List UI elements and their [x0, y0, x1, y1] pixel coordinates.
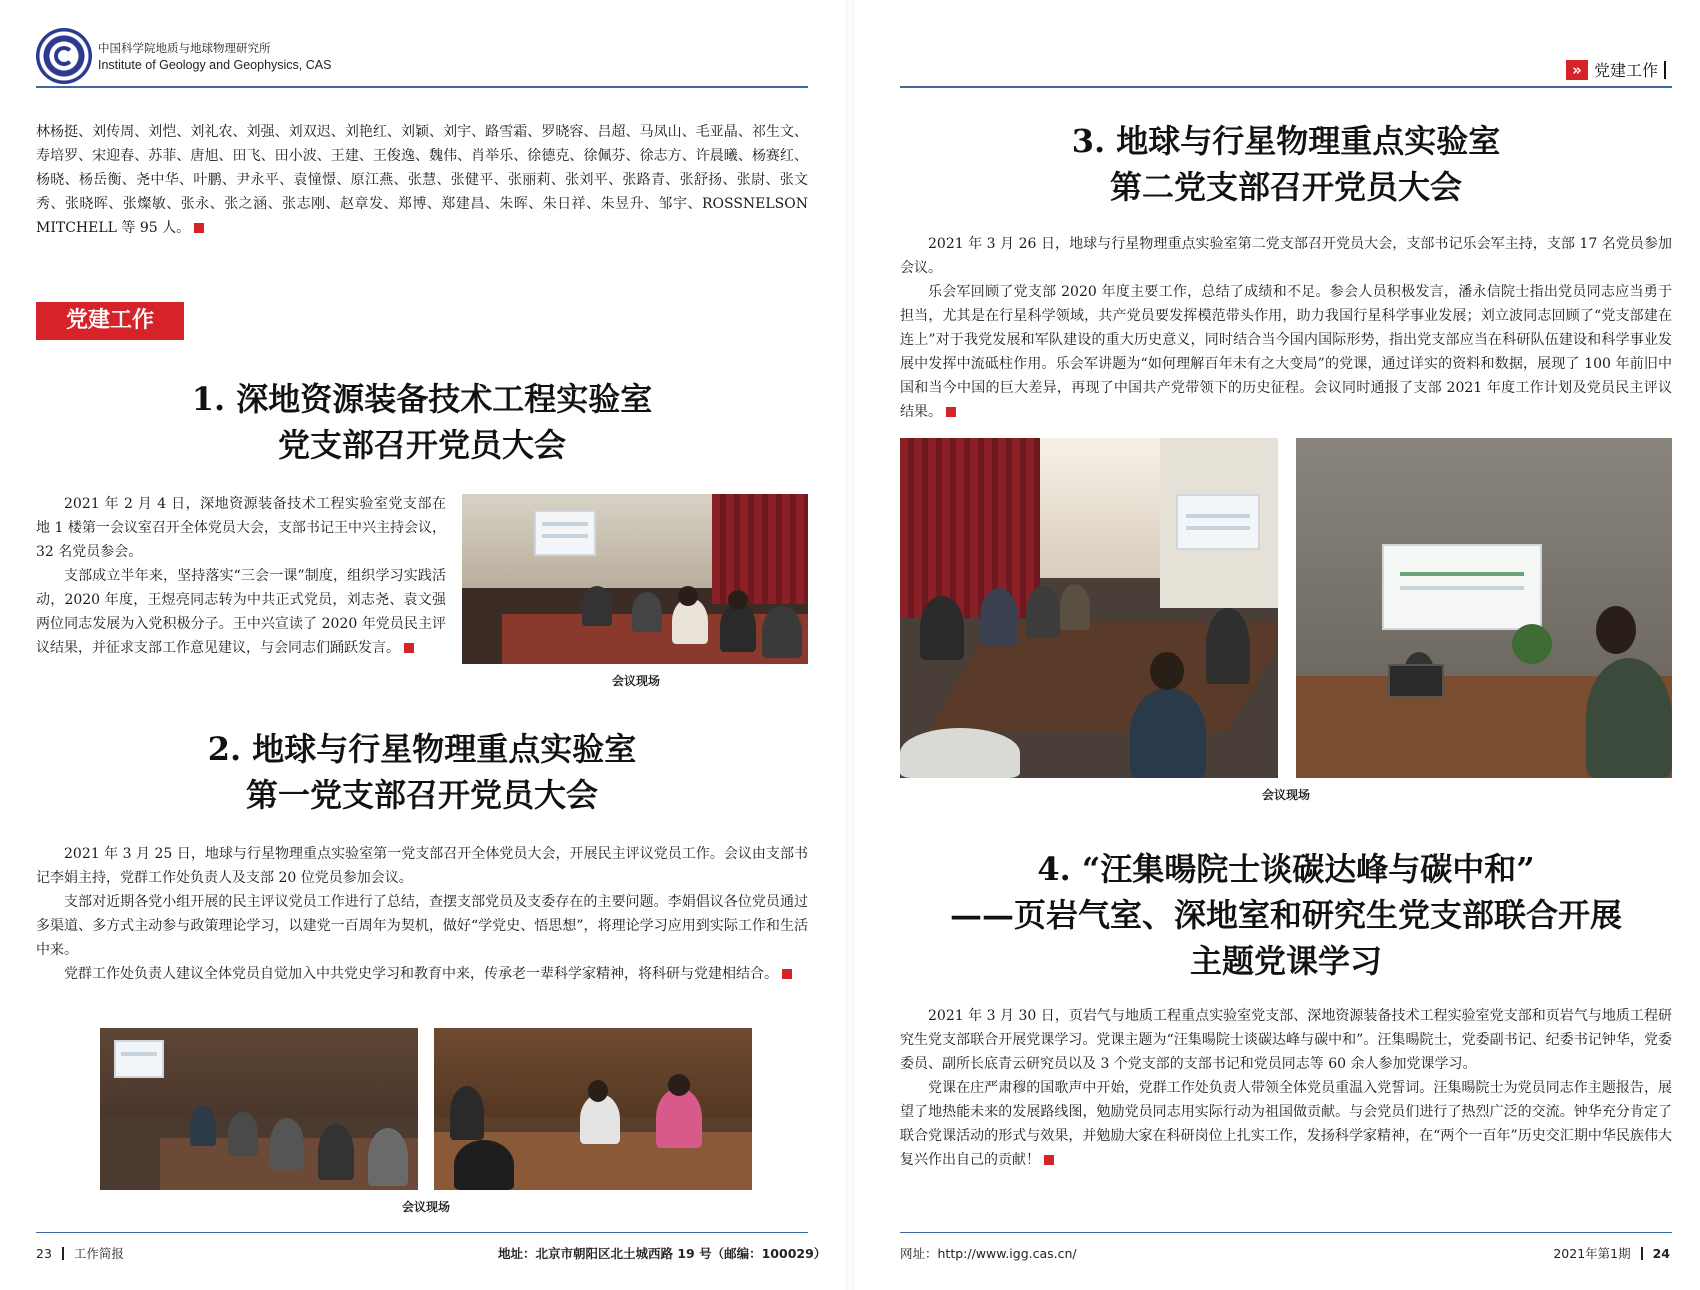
page-number: 23: [36, 1246, 52, 1261]
photo-meeting-1: [462, 494, 808, 664]
article1-body: 2021 年 2 月 4 日，深地资源装备技术工程实验室党支部在地 1 楼第一会议室召开全体党员大会，支部书记王中兴主持会议，32 名党员参会。 支部成立半年来，坚持落实“三会一课”制度，组织学习实践活动，2020 年度，王煜亮同志转为中共正式党员，刘志尧、袁文强两位同志发展为入党积极分子。王中兴宣读了 2020 年党员民主评议结果，并征求支部工作意见建议，与会同志们踊跃发言。: [36, 496, 446, 656]
section-tag: 党建工作: [36, 302, 184, 340]
end-mark: [946, 407, 956, 417]
footer-website: 网址：http://www.igg.cas.cn/: [900, 1246, 1077, 1261]
issue-label: 2021年第1期: [1553, 1246, 1631, 1261]
right-page: [850, 0, 1700, 1290]
end-mark: [782, 969, 792, 979]
page-number: 24: [1652, 1246, 1670, 1261]
footer-address: 地址：北京市朝阳区北土城西路 19 号（邮编：100029）: [498, 1246, 827, 1261]
publication-name: 工作简报: [73, 1246, 124, 1261]
article2-title: 2. 地球与行星物理重点实验室 第一党支部召开党员大会: [207, 730, 637, 814]
header-rule: [36, 86, 808, 88]
article3-body: 2021 年 3 月 26 日，地球与行星物理重点实验室第二党支部召开党员大会，支部书记乐会军主持，支部 17 名党员参加会议。 乐会军回顾了党支部 2020 年度主要工作，总结了成绩和不足。参会人员积极发言，潘永信院士指出党员同志应当勇于担当，尤其是在行星科学领域，共产党员要发挥模范带头作用，助力我国行星科学事业发展；刘立波同志回顾了“党支部建在连上”对于我党发展和军队建设的重大历史意义，同时结合当今国内国际形势，指出党支部应当在科研队伍建设和科学事业发展中发挥中流砥柱作用。乐会军讲题为“如何理解百年未有之大变局”的党课，通过详实的资料和数据，展现了 100 年前旧中国和当今中国的巨大差异，再现了中国共产党带领下的历史征程。会议同时通报了支部 2021 年度工作计划及党员民主评议结果。: [900, 236, 1672, 420]
article2-body: 2021 年 3 月 25 日，地球与行星物理重点实验室第一党支部召开全体党员大会，开展民主评议党员工作。会议由支部书记李娟主持，党群工作处负责人及支部 20 位党员参加会议。 支部对近期各党小组开展的民主评议党员工作进行了总结，查摆支部党员及支委存在的主要问题。李娟倡议各位党员通过多渠道、多方式主动参与政策理论学习，以建党一百周年为契机，做好“学党史、悟思想”，将理论学习应用到实际工作和生活中来。 党群工作处负责人建议全体党员自觉加入中共党史学习和教育中来，传承老一辈科学家精神，将科研与党建相结合。: [36, 846, 808, 982]
section-header-label: 党建工作: [1593, 61, 1658, 80]
photo-meeting-3b: [1296, 438, 1672, 778]
photo-caption: 会议现场: [611, 674, 660, 688]
article4-title: 4. “汪集暘院士谈碳达峰与碳中和” ——页岩气室、深地室和研究生党支部联合开展 主题党课学习: [949, 850, 1622, 980]
names-list: 林杨挺、刘传周、刘恺、刘礼农、刘强、刘双迟、刘艳红、刘颖、刘宇、路雪霜、罗晓容、吕超、马凤山、毛亚晶、祁生文、寿培罗、宋迎春、苏菲、唐旭、田飞、田小波、王建、王俊逸、魏伟、肖举乐、徐德克、徐佩芬、徐志方、许晨曦、杨赛红、杨晓、杨岳衡、尧中华、叶鹏、尹永平、袁憧憬、原江燕、张慧、张健平、张丽莉、张刘平、张路青、张舒扬、张尉、张文秀、张晓晖、张燦敏、张永、张之涵、张志刚、赵章发、郑博、郑建昌、朱晖、朱日祥、朱昱升、邹宇、ROSSNELSON MITCHELL 等 95 人。: [36, 124, 808, 236]
photo-caption: 会议现场: [1261, 788, 1310, 802]
photo-meeting-2a: [100, 1028, 418, 1190]
photo-meeting-2b: [434, 1028, 752, 1190]
institute-logo-icon: [36, 28, 92, 84]
footer-left: [36, 1244, 124, 1262]
institute-name-en: Institute of Geology and Geophysics, CAS: [98, 58, 332, 72]
article3-title: 3. 地球与行星物理重点实验室 第二党支部召开党员大会: [1071, 122, 1501, 206]
double-chevron-right-icon: »: [1566, 60, 1588, 80]
end-mark: [404, 643, 414, 653]
footer-rule: [36, 1232, 808, 1233]
institute-name-cn: 中国科学院地质与地球物理研究所: [98, 41, 271, 55]
photo-caption: 会议现场: [401, 1200, 450, 1214]
header-rule: [900, 86, 1672, 88]
photo-meeting-3a: [900, 438, 1278, 778]
article1-title: 1. 深地资源装备技术工程实验室 党支部召开党员大会: [191, 380, 653, 464]
section-header: [1566, 58, 1666, 81]
end-mark: [194, 223, 204, 233]
end-mark: [1044, 1155, 1054, 1165]
footer-right: [1553, 1244, 1670, 1262]
footer-rule: [900, 1232, 1672, 1233]
article4-body: 2021 年 3 月 30 日，页岩气与地质工程重点实验室党支部、深地资源装备技术工程实验室党支部和页岩气与地质工程研究生党支部联合开展党课学习。党课主题为“汪集暘院士谈碳达峰与碳中和”。汪集暘院士，党委副书记、纪委书记钟华，党委委员、副所长底青云研究员以及 3 个党支部的支部书记和党员同志等 60 余人参加党课学习。 党课在庄严肃穆的国歌声中开始，党群工作处负责人带领全体党员重温入党誓词。汪集暘院士为党员同志作主题报告，展望了地热能未来的发展路线图，勉励党员同志用实际行动为祖国做贡献。与会党员们进行了热烈广泛的交流。钟华充分肯定了联合党课活动的形式与效果，并勉励大家在科研岗位上扎实工作，发扬科学家精神，在“两个一百年”历史交汇期中华民族伟大复兴作出自己的贡献！: [900, 1008, 1672, 1168]
